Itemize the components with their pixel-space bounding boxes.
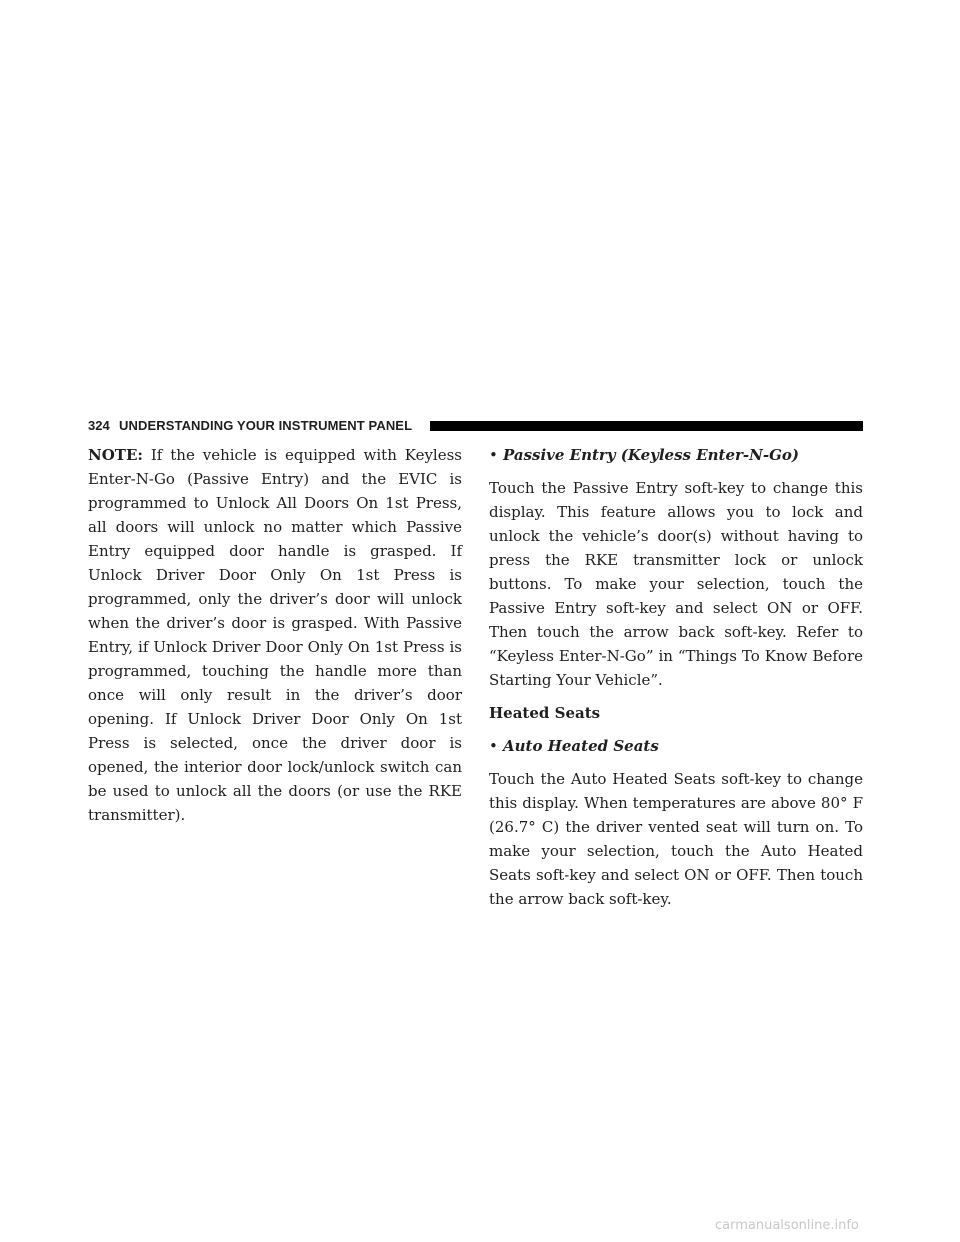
note-label: NOTE:	[88, 446, 143, 464]
left-column	[88, 443, 462, 827]
page-header	[88, 419, 863, 433]
bullet-auto-heated-seats-label: Auto Heated Seats	[503, 737, 659, 755]
bullet-dot: •	[489, 446, 498, 464]
auto-heated-seats-paragraph: Touch the Auto Heated Seats soft-key to change this display. When temperatures are above 80° F (26.7° C) the driver vented seat will turn on. To make your selection, touch the Auto Heated Seats soft-key and select ON or OFF. Then touch the arrow back soft-key.	[489, 770, 863, 908]
heated-seats-heading: Heated Seats	[489, 704, 601, 722]
bullet-dot: •	[489, 737, 498, 755]
bullet-passive-entry-label: Passive Entry (Keyless Enter-N-Go)	[503, 446, 799, 464]
watermark: carmanualsonline.info	[715, 1218, 859, 1233]
note-paragraph	[88, 443, 462, 827]
note-text: If the vehicle is equipped with Keyless Enter-N-Go (Passive Entry) and the EVIC is programmed to Unlock All Doors On 1st Press, all doors will unlock no matter which Passive Entry equipped door handle is grasped. If Unlock Driver Door Only On 1st Press is programmed, only the driver’s door will unlock when the driver’s door is grasped. With Passive Entry, if Unlock Driver Door Only On 1st Press is programmed, touching the handle more than once will only result in the driver’s door opening. If Unlock Driver Door Only On 1st Press is selected, once the driver door is opened, the interior door lock/unlock switch can be used to unlock all the doors (or use the RKE transmitter).	[88, 446, 462, 824]
bullet-auto-heated-seats	[489, 734, 863, 758]
right-column	[489, 443, 863, 911]
header-rule	[430, 421, 863, 431]
bullet-passive-entry	[489, 443, 863, 467]
passive-entry-paragraph: Touch the Passive Entry soft-key to change this display. This feature allows you to lock and unlock the vehicle’s door(s) without having to press the RKE transmitter lock or unlock buttons. To make your selection, touch the Passive Entry soft-key and select ON or OFF. Then touch the arrow back soft-key. Refer to “Keyless Enter-N-Go” in “Things To Know Before Starting Your Vehicle”.	[489, 479, 863, 689]
page-number: 324	[88, 418, 110, 433]
section-title: UNDERSTANDING YOUR INSTRUMENT PANEL	[119, 418, 413, 433]
